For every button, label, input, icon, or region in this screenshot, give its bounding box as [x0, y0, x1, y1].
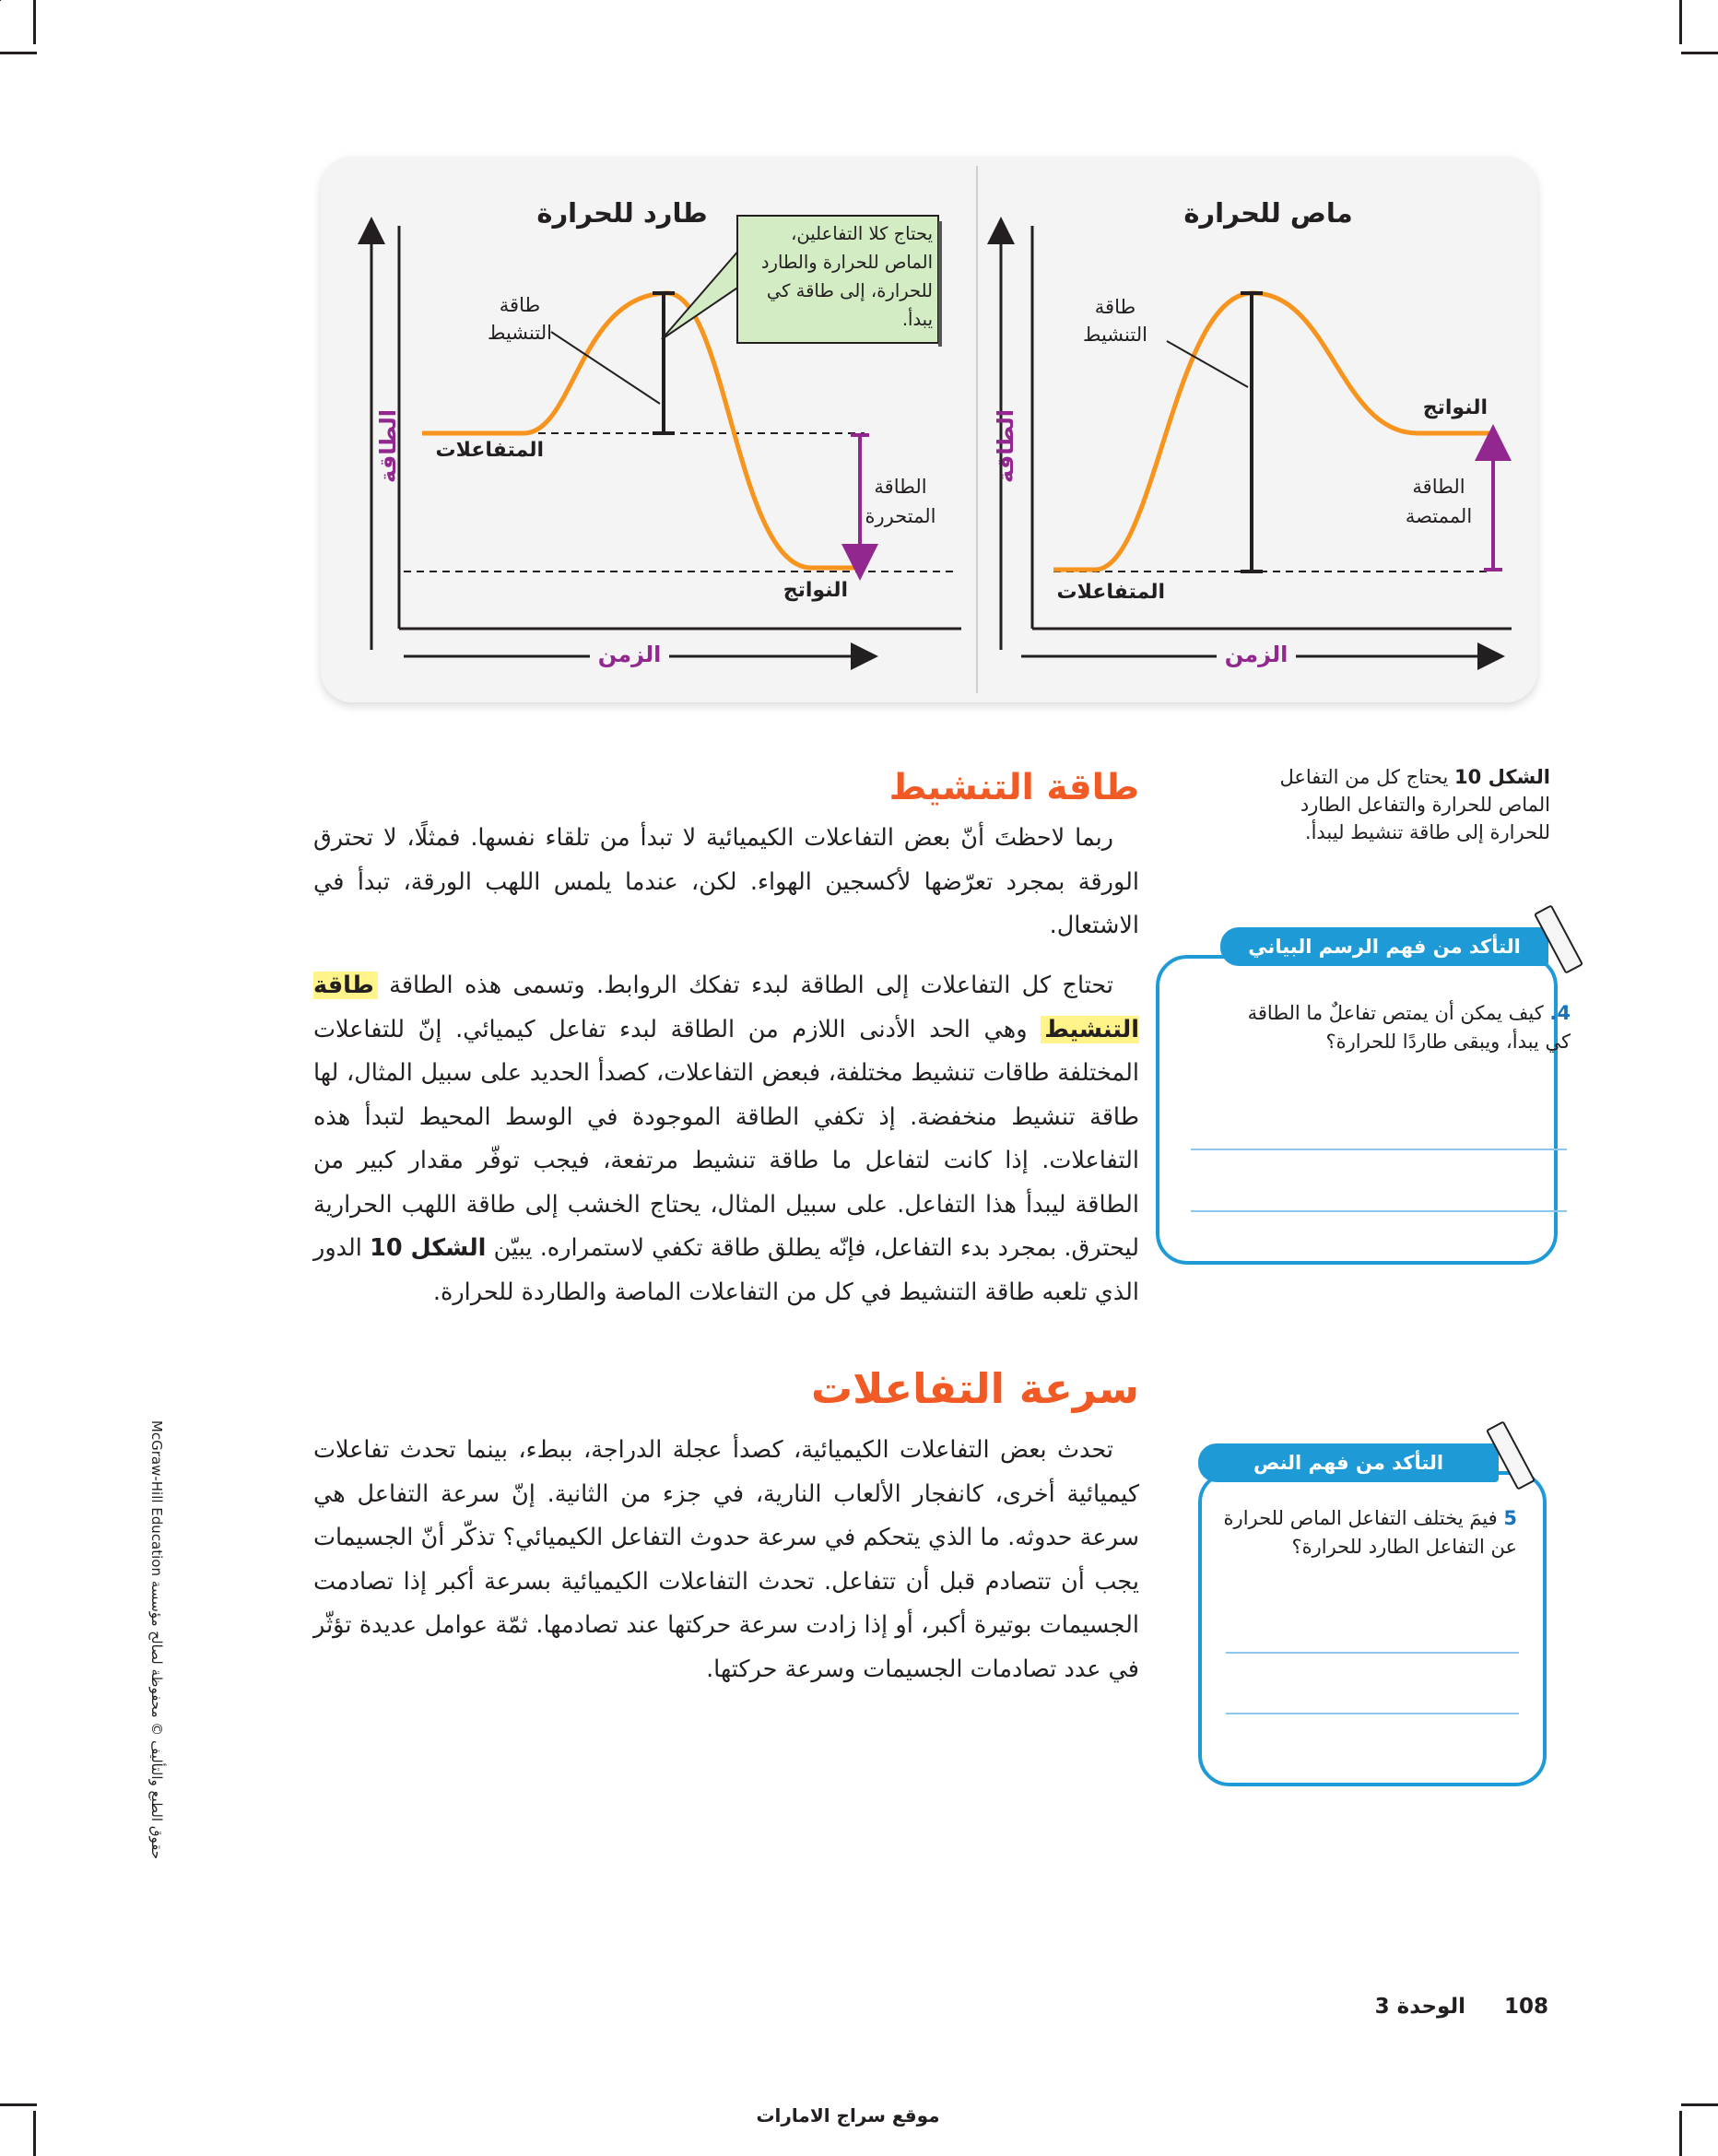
right-products-label: النواتج: [1422, 396, 1488, 419]
check-graph-question: [1217, 999, 1571, 1056]
right-absorbed-label: الطاقة الممتصة: [1405, 476, 1473, 527]
page-number: 108: [1504, 1995, 1549, 2019]
right-reactants-label: المتفاعلات: [1056, 581, 1165, 604]
check-graph-title: التأكد من فهم الرسم البياني: [1220, 927, 1548, 966]
answer-line[interactable]: [1191, 1210, 1567, 1212]
section1-paragraph-1: ربما لاحظتَ أنّ بعض التفاعلات الكيميائية لا تبدأ من تلقاء نفسها. فمثلًا، لا تحترق الورقة بمجرد تعرّضها لأكسجين الهواء. لكن، عندما يلمس اللهب الورقة، تبدأ في الاشتعال.: [313, 824, 1139, 939]
site-footer: موقع سراج الامارات: [756, 2104, 940, 2127]
figure-reference: الشكل 10: [370, 1234, 487, 1262]
unit-label: الوحدة 3: [1374, 1995, 1465, 2019]
check-graph-question-text: كيف يمكن أن يمتص تفاعلٌ ما الطاقة كي يبدأ، ويبقى طاردًا للحرارة؟: [1247, 1002, 1571, 1053]
answer-line[interactable]: [1226, 1713, 1519, 1714]
callout-text: يحتاج كلا التفاعلين، الماص للحرارة والطارد للحرارة، إلى طاقة كي يبدأ.: [760, 223, 933, 330]
caption-text: يحتاج كل من التفاعل الماص للحرارة والتفاعل الطارد للحرارة إلى طاقة تنشيط ليبدأ.: [1279, 766, 1550, 843]
crop-mark: [0, 2103, 37, 2106]
right-x-axis-label: الزمن: [1217, 642, 1296, 667]
crop-mark: [1681, 2103, 1718, 2106]
caption-label: الشكل 10: [1454, 766, 1550, 788]
right-y-axis-label: الطاقة: [993, 409, 1018, 483]
crop-mark: [1679, 0, 1682, 44]
answer-line[interactable]: [1226, 1652, 1519, 1654]
section-heading-activation: طاقة التنشيط: [888, 767, 1139, 808]
section1-p2-a: تحتاج كل التفاعلات إلى الطاقة لبدء تفكك الروابط. وتسمى هذه الطاقة: [389, 972, 1113, 999]
crop-mark: [33, 0, 36, 44]
crop-mark: [1679, 2111, 1682, 2156]
left-y-axis-label: الطاقة: [375, 409, 401, 483]
check-text-number: 5: [1503, 1507, 1517, 1529]
section1-paragraph-2: [313, 964, 1139, 1314]
right-chart-title: ماص للحرارة: [1183, 197, 1353, 229]
section1-p2-b: وهي الحد الأدنى اللازم من الطاقة لبدء تفاعل كيميائي. إنّ للتفاعلات المختلفة طاقات تنشيط مختلفة، فبعض التفاعلات، كصدأ الحديد على سبيل المثال، لها طاقة تنشيط منخفضة. إذ تكفي الطاقة الموجودة في الوسط المحيط لتبدأ هذه التفاعلات. إذا كانت لتفاعل ما طاقة تنشيط مرتفعة، فيجب توفّر مقدار كبير من الطاقة ليبدأ هذا التفاعل. على سبيل المثال، يحتاج الخشب إلى طاقة اللهب الحرارية ليحترق. بمجرد بدء التفاعل، فإنّه يطلق طاقة تكفي لاستمراره. يبيّن: [313, 1015, 1140, 1262]
section-heading-rates: سرعة التفاعلات: [810, 1364, 1139, 1413]
figure-caption: [1241, 763, 1550, 846]
check-text-question-text: فيمَ يختلف التفاعل الماص للحرارة عن التفاعل الطارد للحرارة؟: [1223, 1507, 1517, 1558]
answer-line[interactable]: [1191, 1149, 1567, 1150]
left-x-axis-label: الزمن: [590, 642, 669, 667]
section2-paragraph-1: تحدث بعض التفاعلات الكيميائية، كصدأ عجلة الدراجة، ببطء، بينما تحدث تفاعلات كيميائية أخرى، كانفجار الألعاب النارية، في جزء من الثانية. إنّ سرعة التفاعل هي سرعة حدوثه. ما الذي يتحكم في سرعة حدوث التفاعل الكيميائي؟ تذكّر أنّ الجسيمات يجب أن تتصادم قبل أن تتفاعل. تحدث التفاعلات الكيميائية بسرعة أكبر إذا تصادمت الجسيمات بوتيرة أكبر، أو إذا زادت سرعة حركتها عند تصادمها. ثمّة عوامل عديدة تؤثّر في عدد تصادمات الجسيمات وسرعة حركتها.: [313, 1436, 1139, 1683]
margin-copyright: حقوق الطبع والتأليف © محفوظة لصالح مؤسسة McGraw-Hill Education: [148, 1420, 165, 1860]
check-text-title: التأكد من فهم النص: [1198, 1443, 1499, 1482]
check-text-question: [1213, 1504, 1517, 1561]
callout-shadow: [938, 221, 942, 347]
left-activation-label: طاقة التنشيط: [488, 294, 552, 344]
crop-mark: [0, 52, 37, 54]
right-activation-pointer: [1167, 341, 1248, 387]
section1-p2-c: الدور الذي تلعبه طاقة التنشيط في كل من التفاعلات الماصة والطاردة للحرارة.: [313, 1234, 1139, 1306]
left-products-label: النواتج: [783, 579, 848, 602]
left-reactants-label: المتفاعلات: [435, 439, 544, 462]
left-released-label: الطاقة المتحررة: [865, 476, 936, 527]
check-graph-number: 4.: [1549, 1002, 1571, 1024]
left-chart-title: طارد للحرارة: [536, 197, 708, 229]
key-term-activation-energy: طاقة التنشيط: [313, 972, 1139, 1043]
crop-mark: [1681, 52, 1718, 54]
right-activation-label: طاقة التنشيط: [1083, 296, 1147, 346]
crop-mark: [33, 2111, 36, 2156]
crop-mark: [0, 0, 1, 1]
